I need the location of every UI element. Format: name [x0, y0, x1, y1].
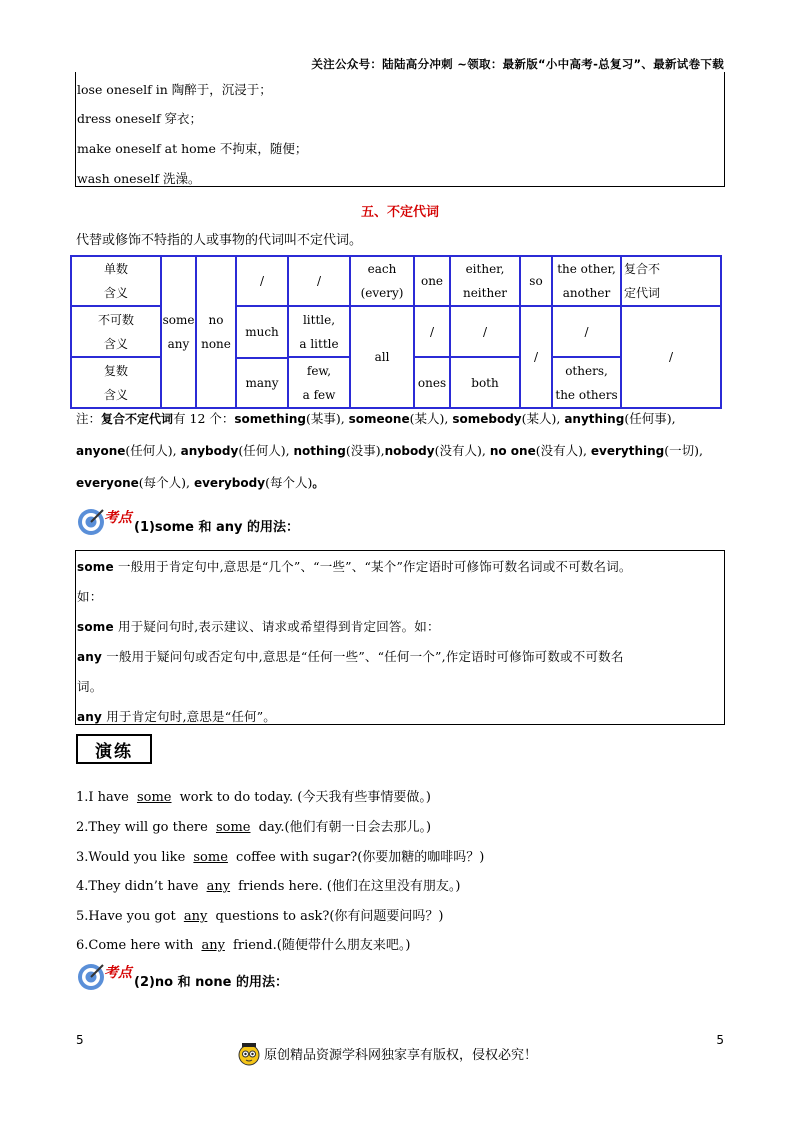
pronoun-word: nobody	[384, 444, 435, 458]
pronoun-meaning: (某人),	[521, 411, 565, 426]
kaodian-label: 考点	[104, 965, 132, 981]
kaodian-label: 考点	[104, 510, 132, 526]
cell-ones: ones	[414, 357, 450, 408]
exercise-item	[76, 816, 431, 835]
usage-line	[77, 557, 632, 575]
phrase-line: lose oneself in 陶醉于，沉浸于；	[77, 82, 272, 97]
cell-few: few, a few	[288, 357, 350, 408]
usage-keyword: some	[77, 560, 114, 574]
cell-both: both	[450, 357, 520, 408]
usage-text: 一般用于疑问句或否定句中,意思是“任何一些”、“任何一个”,作定语时可修饰可数或不可数名	[102, 649, 624, 664]
usage-text: 用于疑问句时,表示建议、请求或希望得到肯定回答。如：	[113, 619, 440, 634]
answer-blank: any	[183, 909, 208, 924]
pronoun-meaning: (某人),	[409, 411, 453, 426]
pronoun-meaning: (任何人),	[238, 443, 294, 458]
cell-all: all	[350, 306, 414, 408]
usage-line	[77, 587, 102, 605]
phrase-line: make oneself at home 不拘束，随便；	[77, 141, 308, 156]
some-any-usage-box	[75, 550, 725, 725]
exercise-text: 6.Come here with	[76, 938, 198, 953]
cell-little: little, a little	[288, 306, 350, 357]
pronoun-meaning: (任何事),	[624, 411, 676, 426]
pronoun-word: someone	[348, 412, 410, 426]
compound-pronoun-note	[76, 403, 726, 499]
pronoun-word: something	[234, 412, 306, 426]
phrase-line: dress oneself 穿衣；	[77, 111, 203, 126]
usage-text: 用于肯定句时,意思是“任何”。	[102, 709, 277, 724]
exercise-text: 3.Would you like	[76, 850, 190, 865]
section-title: 五、不定代词	[360, 205, 439, 220]
answer-blank: some	[215, 820, 251, 835]
answer-blank: any	[201, 938, 225, 953]
answer-blank: some	[136, 790, 172, 805]
usage-keyword: some	[77, 620, 114, 634]
exercise-item	[76, 846, 484, 865]
intro-text: 代替或修饰不特指的人或事物的代词叫不定代词。	[76, 233, 363, 248]
kaodian-title: (2)no 和 none 的用法：	[134, 975, 288, 990]
practice-label: 演练	[76, 734, 152, 764]
pronoun-word: nothing	[293, 444, 346, 458]
cell: /	[450, 306, 520, 357]
usage-line	[77, 617, 440, 635]
target-icon	[76, 507, 106, 537]
pronoun-word: anybody	[180, 444, 239, 458]
exercise-item	[76, 786, 431, 805]
pronoun-word: everything	[590, 444, 665, 458]
mascot-icon	[236, 1040, 262, 1066]
pronoun-meaning: (任何人),	[125, 443, 181, 458]
usage-keyword: any	[77, 710, 103, 724]
footer	[236, 1040, 537, 1066]
cell-uncountable: 不可数 含义	[71, 306, 161, 357]
indefinite-pronoun-table	[70, 255, 722, 409]
pronoun-meaning: (每个人)	[265, 475, 313, 490]
cell-plural: 复数 含义	[71, 357, 161, 408]
exercise-text: 4.They didn’t have	[76, 879, 203, 894]
exercise-text: friend.(随便带什么朋友来吧。)	[228, 938, 411, 953]
exercise-text: friends here. (他们在这里没有朋友。)	[234, 879, 461, 894]
usage-line	[77, 647, 624, 665]
cell-some-any: some any	[161, 256, 196, 408]
exercise-text: 5.Have you got	[76, 909, 180, 924]
exercise-text: coffee with sugar?(你要加糖的咖啡吗？)	[231, 850, 485, 865]
cell-each: each (every)	[350, 256, 414, 306]
page-number-right: 5	[716, 1033, 724, 1047]
exercise-text: 2.They will go there	[76, 820, 212, 835]
pronoun-meaning: (没事),	[345, 443, 385, 458]
exercise-text: 1.I have	[76, 790, 133, 805]
exercise-item	[76, 905, 444, 924]
usage-keyword: any	[77, 650, 103, 664]
reflexive-phrases-box	[75, 72, 725, 187]
page-number-left: 5	[76, 1033, 84, 1047]
cell-no-none: no none	[196, 256, 236, 408]
cell-singular: 单数 含义	[71, 256, 161, 306]
page-header: 关注公众号：陆陆高分冲刺 ~领取：最新版“小中高考-总复习”、最新试卷下载	[311, 57, 724, 71]
footer-text: 原创精品资源学科网独家享有版权，侵权必究！	[264, 1047, 538, 1063]
pronoun-meaning: (没有人),	[434, 443, 490, 458]
note-prefix: 注：	[76, 411, 102, 426]
pronoun-word: everyone	[76, 476, 139, 490]
cell-compound: 复合不 定代词	[621, 256, 721, 306]
pronoun-word: anything	[564, 412, 625, 426]
cell: /	[414, 306, 450, 357]
exercise-item	[76, 875, 460, 894]
usage-line	[77, 707, 276, 725]
pronoun-meaning: (某事),	[305, 411, 349, 426]
cell-either: either, neither	[450, 256, 520, 306]
cell: /	[621, 306, 721, 408]
cell-much-many: much many	[236, 306, 288, 408]
pronoun-word: everybody	[193, 476, 266, 490]
exercise-text: day.(他们有朝一日会去那儿。)	[254, 820, 432, 835]
pronoun-word: no one	[489, 444, 536, 458]
kaodian-heading-2	[76, 962, 288, 992]
pronoun-meaning: (每个人),	[138, 475, 194, 490]
cell: /	[288, 256, 350, 306]
exercise-text: questions to ask?(你有问题要问吗？)	[211, 909, 444, 924]
cell: /	[236, 256, 288, 306]
pronoun-meaning: (一切),	[664, 443, 704, 458]
usage-line	[77, 677, 102, 695]
exercise-item	[76, 934, 410, 953]
cell-one: one	[414, 256, 450, 306]
pronoun-word: anyone	[76, 444, 126, 458]
kaodian-heading-1	[76, 507, 299, 537]
cell-so: so	[520, 256, 552, 306]
pronoun-word: somebody	[452, 412, 522, 426]
usage-text: 如：	[77, 589, 103, 604]
target-icon	[76, 962, 106, 992]
answer-blank: some	[193, 850, 228, 865]
usage-text: 词。	[77, 679, 103, 694]
phrase-line: wash oneself 洗澡。	[77, 171, 201, 186]
kaodian-title: (1)some 和 any 的用法：	[134, 520, 300, 535]
pronoun-meaning: (没有人),	[535, 443, 591, 458]
note-count: 有 12 个：	[173, 411, 235, 426]
note-bold-term: 复合不定代词	[101, 412, 174, 426]
cell-others: others, the others	[552, 357, 621, 408]
cell-the-other: the other, another	[552, 256, 621, 306]
cell: /	[552, 306, 621, 357]
cell: /	[520, 306, 552, 408]
note-end: 。	[312, 476, 325, 490]
exercise-text: work to do today. (今天我有些事情要做。)	[175, 790, 431, 805]
usage-text: 一般用于肯定句中,意思是“几个”、“一些”、“某个”作定语时可修饰可数名词或不可数名词。	[113, 559, 632, 574]
answer-blank: any	[206, 879, 231, 894]
